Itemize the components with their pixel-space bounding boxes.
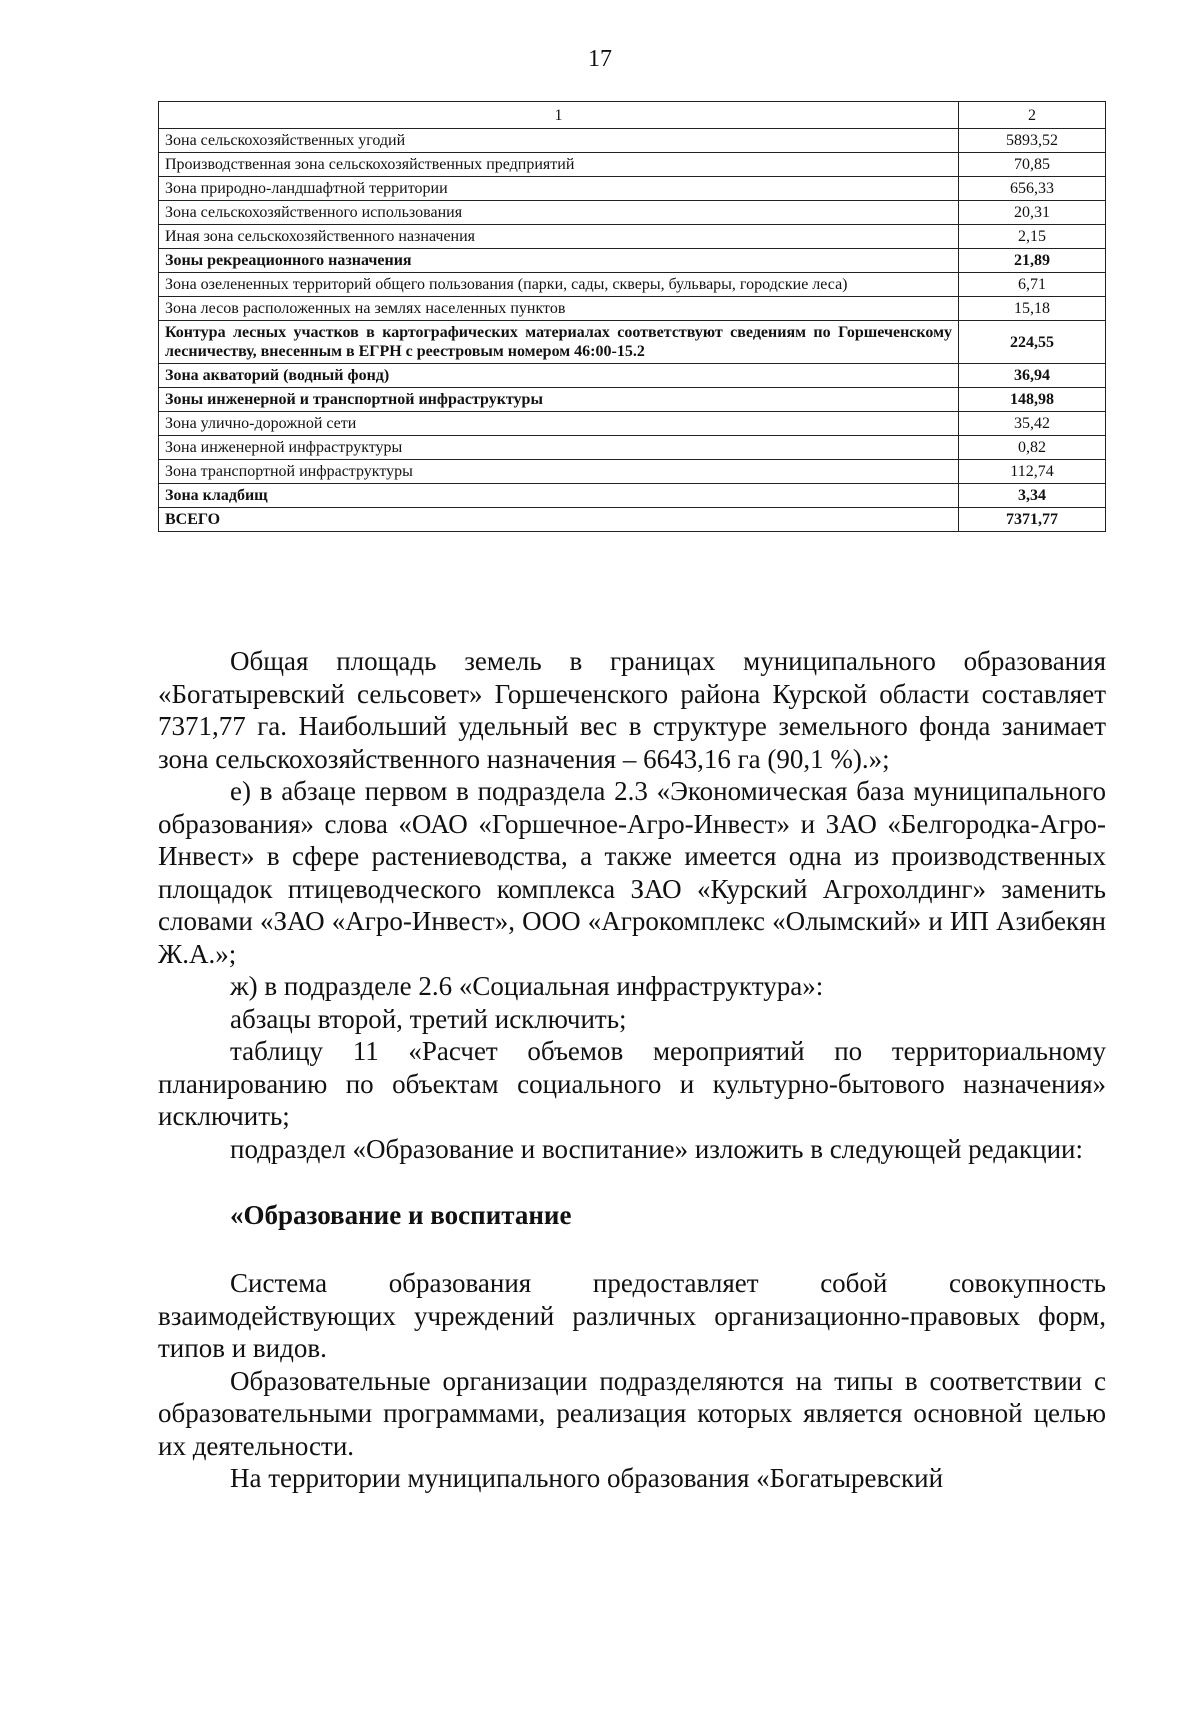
zone-name-cell: Зона природно-ландшафтной территории (159, 177, 959, 201)
land-zones-table (158, 101, 1106, 532)
table-header-col-2: 2 (959, 102, 1106, 129)
zone-area-cell: 70,85 (959, 153, 1106, 177)
table-row (159, 225, 1106, 249)
zone-area-cell: 148,98 (959, 388, 1106, 412)
table-row (159, 436, 1106, 460)
zone-area-cell: 36,94 (959, 364, 1106, 388)
document-body (158, 645, 1106, 1495)
table-row (159, 460, 1106, 484)
table-row (159, 153, 1106, 177)
zone-name-cell: Зоны рекреационного назначения (159, 249, 959, 273)
zone-area-cell: 112,74 (959, 460, 1106, 484)
zone-name-cell: Контура лесных участков в картографических материалах соответствуют сведениям по Горшеченскому лесничеству, внесенным в ЕГРН с реестровым номером 46:00-15.2 (159, 321, 959, 364)
paragraph-new-edition: подраздел «Образование и воспитание» изложить в следующей редакции: (230, 1133, 1083, 1164)
zone-area-cell: 15,18 (959, 297, 1106, 321)
paragraph-amendment-e: е) в абзаце первом в подраздела 2.3 «Экономическая база муниципального образования» слова «ОАО «Горшечное-Агро-Инвест» и ЗАО «Белгородка-Агро-Инвест» в сфере растениеводства, а также имеется одна из производственных площадок птицеводческого комплекса ЗАО «Курский Агрохолдинг» заменить словами «ЗАО «Агро-Инвест», ООО «Агрокомплекс «Олымский» и ИП Азибекян Ж.А.»; (158, 776, 1106, 969)
zone-name-cell: Зоны инженерной и транспортной инфраструктуры (159, 388, 959, 412)
table-row (159, 249, 1106, 273)
zone-area-cell: 2,15 (959, 225, 1106, 249)
zone-name-cell: Зона лесов расположенных на землях населенных пунктов (159, 297, 959, 321)
zone-name-cell: Зона акваторий (водный фонд) (159, 364, 959, 388)
zone-area-cell: 7371,77 (959, 508, 1106, 532)
zone-name-cell: Зона транспортной инфраструктуры (159, 460, 959, 484)
table-row (159, 412, 1106, 436)
zone-area-cell: 0,82 (959, 436, 1106, 460)
table-row (159, 508, 1106, 532)
table-row (159, 388, 1106, 412)
zone-name-cell: Зона сельскохозяйственного использования (159, 201, 959, 225)
paragraph-exclude-abzacy: абзацы второй, третий исключить; (230, 1003, 627, 1034)
paragraph-organization-types: Образовательные организации подразделяются на типы в соответствии с образовательными программами, реализация которых является основной целью их деятельности. (158, 1365, 1106, 1461)
zone-name-cell: Производственная зона сельскохозяйственных предприятий (159, 153, 959, 177)
zone-name-cell: Иная зона сельскохозяйственного назначения (159, 225, 959, 249)
page-number: 17 (588, 46, 612, 72)
zone-name-cell: Зона инженерной инфраструктуры (159, 436, 959, 460)
zone-name-cell: Зона улично-дорожной сети (159, 412, 959, 436)
paragraph-total-area: Общая площадь земель в границах муниципального образования «Богатыревский сельсовет» Горшеченского района Курской области составляет 7371,77 га. Наибольший удельный вес в структуре земельного фонда занимает зона сельскохозяйственного назначения – 6643,16 га (90,1 %).»; (158, 646, 1106, 774)
paragraph-exclude-table: таблицу 11 «Расчет объемов мероприятий по территориальному планированию по объектам социального и культурно-бытового назначения» исключить; (158, 1036, 1106, 1131)
zone-area-cell: 20,31 (959, 201, 1106, 225)
paragraph-education-system: Система образования предоставляет собой совокупность взаимодействующих учреждений различных организационно-правовых форм, типов и видов. (158, 1268, 1106, 1363)
zone-area-cell: 5893,52 (959, 129, 1106, 153)
zone-area-cell: 3,34 (959, 484, 1106, 508)
zone-area-cell: 656,33 (959, 177, 1106, 201)
paragraph-amendment-zh: ж) в подразделе 2.6 «Социальная инфраструктура»: (230, 971, 824, 1001)
table-header-col-1: 1 (159, 102, 959, 129)
zone-name-cell: Зона озелененных территорий общего пользования (парки, сады, скверы, бульвары, городские леса) (159, 273, 959, 297)
table-row (159, 484, 1106, 508)
table-row (159, 273, 1106, 297)
table-row (159, 297, 1106, 321)
table-row (159, 364, 1106, 388)
table-row (159, 321, 1106, 364)
zone-area-cell: 35,42 (959, 412, 1106, 436)
zone-area-cell: 224,55 (959, 321, 1106, 364)
table-row (159, 177, 1106, 201)
zone-name-cell: Зона кладбищ (159, 484, 959, 508)
zone-name-cell: ВСЕГО (159, 508, 959, 532)
table-row (159, 201, 1106, 225)
zone-area-cell: 6,71 (959, 273, 1106, 297)
zone-name-cell: Зона сельскохозяйственных угодий (159, 129, 959, 153)
table-header-row (159, 102, 1106, 129)
table-row (159, 129, 1106, 153)
paragraph-territory: На территории муниципального образования «Богатыревский (230, 1463, 944, 1493)
zone-area-cell: 21,89 (959, 249, 1106, 273)
section-heading: «Образование и воспитание (230, 1200, 572, 1230)
